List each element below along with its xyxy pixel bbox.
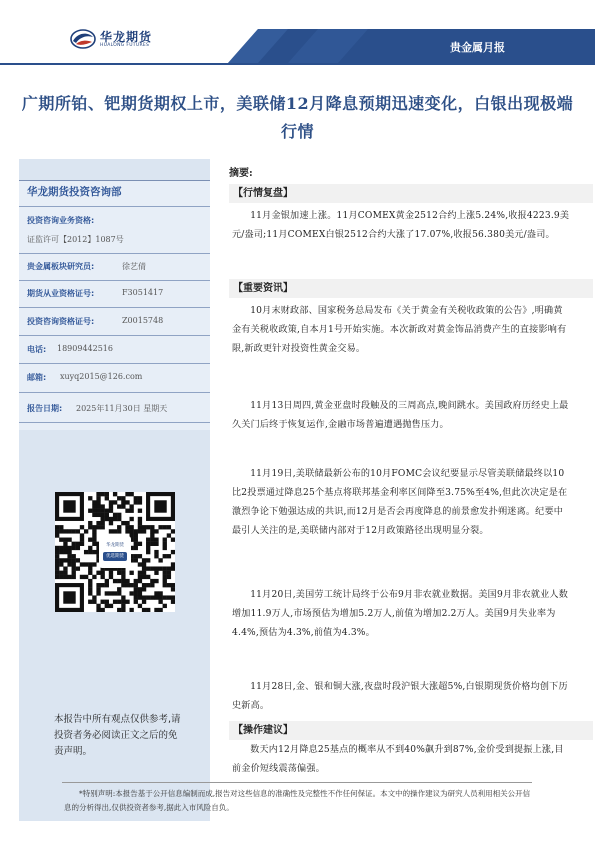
sidebar-divider	[19, 206, 210, 207]
paragraph-market-review: 11月金银加速上涨。11月COMEX黄金2512合约上涨5.24%,收报4223.9美元/盎司;11月COMEX白银2512合约大涨了17.07%,收报56.380美元/盎司。	[232, 211, 570, 240]
hualong-logo-icon	[70, 28, 96, 50]
sidebar-divider	[19, 280, 210, 281]
sidebar-divider	[19, 180, 210, 181]
footer-disclaimer: *特别声明:本报告基于公开信息编制而成,报告对这些信息的准确性及完整性不作任何保证。本文中的操作建议为研究人员利用相关公开信息的分析得出,仅供投资者参考,据此入市风险自负。	[64, 789, 531, 812]
section-heading-strategy: 【操作建议】	[229, 721, 593, 740]
paragraph-tax-policy: 10月末财政部、国家税务总局发布《关于黄金有关税收政策的公告》,明确黄金有关税收政策,自本月1号开始实施。本次新政对黄金饰品消费产生的直接影响有限,新政更针对投资性黄金交易。	[232, 306, 567, 354]
paragraph-gold-high: 11月13日周四,黄金亚盘时段触及的三周高点,晚间跳水。美国政府历经史上最久关门后终于恢复运作,金融市场普遍遭遇抛售压力。	[232, 401, 569, 430]
sidebar-divider	[19, 422, 210, 423]
paragraph-silver-record: 11月28日,金、银和铜大涨,夜盘时段沪银大涨超5%,白银期现货价格均创下历史新高。	[232, 682, 568, 711]
qualification-label: 投资咨询业务资格:	[27, 216, 95, 225]
header-divider	[0, 63, 595, 65]
section-heading-market-review: 【行情复盘】	[229, 184, 593, 203]
abstract-label: 摘要:	[229, 168, 253, 179]
section-heading-key-news: 【重要资讯】	[229, 279, 593, 298]
advisory-cert-value: Z0015748	[122, 316, 164, 325]
logo-text-cn: 华龙期货	[100, 30, 153, 44]
paragraph-fomc-minutes: 11月19日,美联储最新公布的10月FOMC会议纪要显示尽管美联储最终以10比2投票通过降息25个基点将联邦基金利率区间降至3.75%至4%,但此次决定是在激烈争论下勉强达成的共识,而12月是否会再度降息的前景愈发扑朔迷离。纪要中最引人关注的是,美联储内部对于12月政策路径出现明显分裂。	[232, 469, 568, 536]
paragraph-strategy: 数天内12月降息25基点的概率从不到40%飙升到87%,金价受到提振上涨,目前金价短线震荡偏强。	[232, 745, 564, 774]
report-title: 广期所铂、钯期货期权上市，美联储12月降息预期迅速变化，白银出现极端行情	[21, 94, 574, 141]
logo-text-en: HUALONG FUTURES	[100, 43, 150, 48]
qualification-value: 证监许可【2012】1087号	[27, 235, 124, 244]
sidebar-divider	[19, 253, 210, 254]
qr-brand-label: 华龙期货	[106, 543, 124, 548]
futures-cert-label: 期货从业资格证号:	[27, 289, 95, 298]
sidebar-divider	[19, 307, 210, 308]
qr-badge: 优选期货	[103, 552, 127, 561]
report-date-label: 报告日期:	[27, 404, 63, 413]
advisory-cert-label: 投资咨询资格证号:	[27, 317, 95, 326]
sidebar-disclaimer: 本报告中所有观点仅供参考,请投资者务必阅读正文之后的免责声明。	[54, 714, 181, 757]
report-type-label: 贵金属月报	[450, 41, 505, 54]
report-date-value: 2025年11月30日 星期天	[76, 404, 168, 413]
department-name: 华龙期货投资咨询部	[27, 186, 122, 198]
paragraph-nonfarm: 11月20日,美国劳工统计局终于公布9月非农就业数据。美国9月非农就业人数增加11.9万人,市场预估为增加5.2万人,前值为增加2.2万人。美国9月失业率为4.4%,预估为4.3%,前值为4.3%。	[232, 590, 569, 638]
sidebar-divider	[19, 363, 210, 364]
futures-cert-value: F3051417	[122, 288, 164, 297]
qr-center-logo	[99, 536, 131, 568]
qr-code	[55, 492, 175, 612]
sidebar-divider	[19, 335, 210, 336]
researcher-label: 贵金属板块研究员:	[27, 262, 95, 271]
email-label: 邮箱:	[27, 373, 47, 382]
sidebar-divider	[19, 392, 210, 393]
researcher-value: 徐艺倩	[122, 262, 146, 271]
phone-value: 18909442516	[57, 344, 113, 353]
header-band	[228, 29, 595, 63]
email-value[interactable]: xuyq2015@126.com	[60, 372, 143, 381]
phone-label: 电话:	[27, 345, 47, 354]
footer-divider	[62, 782, 532, 783]
